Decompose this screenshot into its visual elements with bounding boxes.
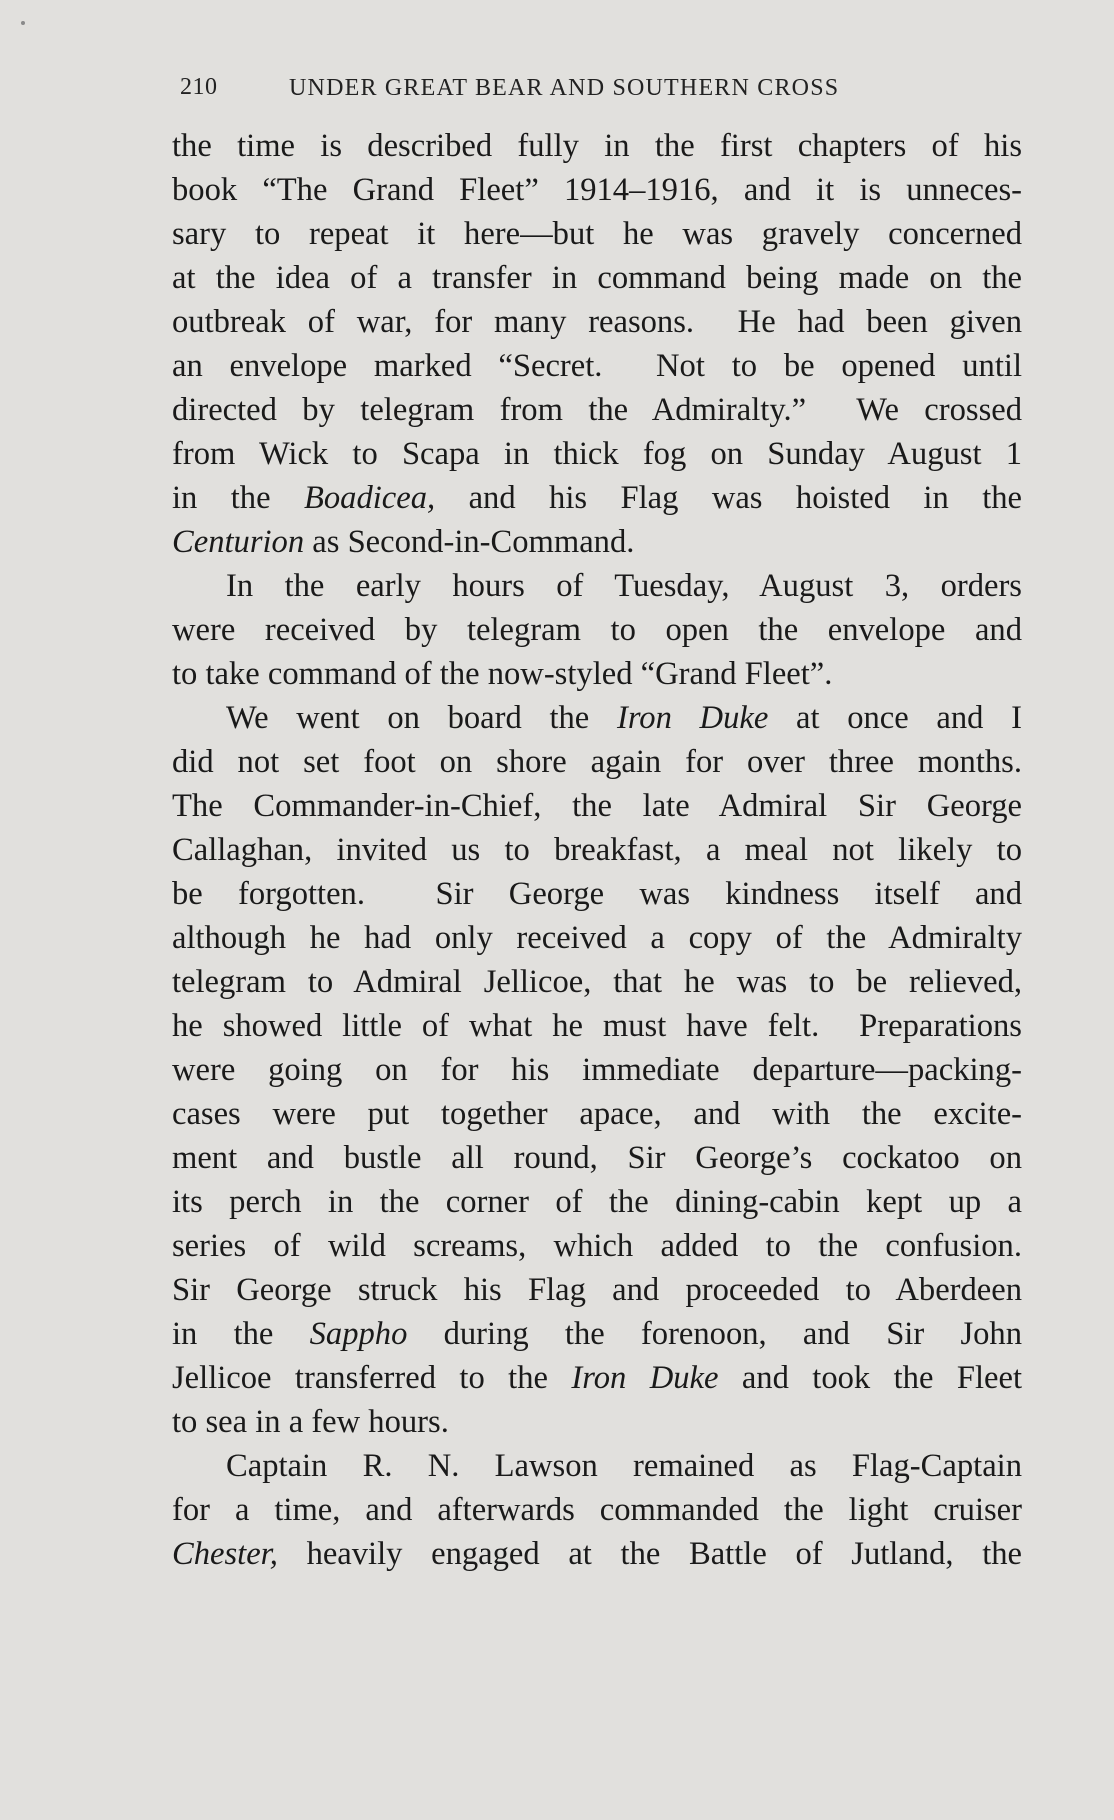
ship-name: Sappho: [309, 1316, 408, 1352]
text-line: from Wick to Scapa in thick fog on Sunday August 1: [172, 436, 1022, 472]
text-line: We went on board the Iron Duke at once and I: [226, 700, 1022, 736]
text-line: outbreak of war, for many reasons. He had been given: [172, 304, 1022, 340]
text-line: cases were put together apace, and with the excite-: [172, 1096, 1022, 1132]
ship-name: Centurion: [172, 524, 305, 560]
ship-name: Boadicea,: [303, 480, 436, 516]
body-text: [172, 124, 1022, 1576]
text-line: in the Boadicea, and his Flag was hoisted in the: [172, 480, 1022, 516]
text-line: telegram to Admiral Jellicoe, that he was to be relieved,: [172, 964, 1022, 1000]
text-line: he showed little of what he must have felt. Preparations: [172, 1008, 1022, 1044]
text-line: Sir George struck his Flag and proceeded to Aberdeen: [172, 1272, 1022, 1308]
text-line: although he had only received a copy of the Admiralty: [172, 920, 1022, 956]
text-line: Callaghan, invited us to breakfast, a meal not likely to: [172, 832, 1022, 868]
text-line: in the Sappho during the forenoon, and Sir John: [172, 1316, 1022, 1352]
text-line: an envelope marked “Secret. Not to be opened until: [172, 348, 1022, 384]
text-line: were received by telegram to open the envelope and: [172, 612, 1022, 648]
text-line: The Commander-in-Chief, the late Admiral Sir George: [172, 788, 1022, 824]
text-line: Captain R. N. Lawson remained as Flag-Captain: [226, 1448, 1022, 1484]
running-title: UNDER GREAT BEAR AND SOUTHERN CROSS: [289, 75, 840, 101]
page-blemish: [21, 21, 25, 25]
ship-name: Chester,: [172, 1536, 278, 1572]
text-line: were going on for his immediate departure—packing-: [172, 1052, 1022, 1088]
text-line: sary to repeat it here—but he was gravely concerned: [172, 216, 1022, 252]
text-line: to take command of the now-styled “Grand Fleet”.: [172, 656, 833, 692]
ship-name: Iron Duke: [571, 1360, 719, 1396]
ship-name: Iron Duke: [616, 700, 769, 736]
text-line: at the idea of a transfer in command being made on the: [172, 260, 1022, 296]
text-line: be forgotten. Sir George was kindness itself and: [172, 876, 1022, 912]
text-line: its perch in the corner of the dining-cabin kept up a: [172, 1184, 1022, 1220]
text-line: Centurion as Second-in-Command.: [172, 524, 635, 560]
text-line: directed by telegram from the Admiralty.” We crossed: [172, 392, 1022, 428]
text-line: the time is described fully in the first chapters of his: [172, 128, 1022, 164]
text-line: did not set foot on shore again for over three months.: [172, 744, 1022, 780]
text-line: to sea in a few hours.: [172, 1404, 449, 1440]
text-line: for a time, and afterwards commanded the light cruiser: [172, 1492, 1022, 1528]
page-header: [180, 74, 940, 114]
page-number: 210: [180, 74, 218, 100]
text-line: book “The Grand Fleet” 1914–1916, and it is unneces-: [172, 172, 1022, 208]
text-line: Chester, heavily engaged at the Battle of Jutland, the: [172, 1536, 1022, 1572]
text-line: Jellicoe transferred to the Iron Duke and took the Fleet: [172, 1360, 1022, 1396]
text-line: In the early hours of Tuesday, August 3, orders: [226, 568, 1022, 604]
text-line: series of wild screams, which added to the confusion.: [172, 1228, 1022, 1264]
text-line: ment and bustle all round, Sir George’s cockatoo on: [172, 1140, 1022, 1176]
